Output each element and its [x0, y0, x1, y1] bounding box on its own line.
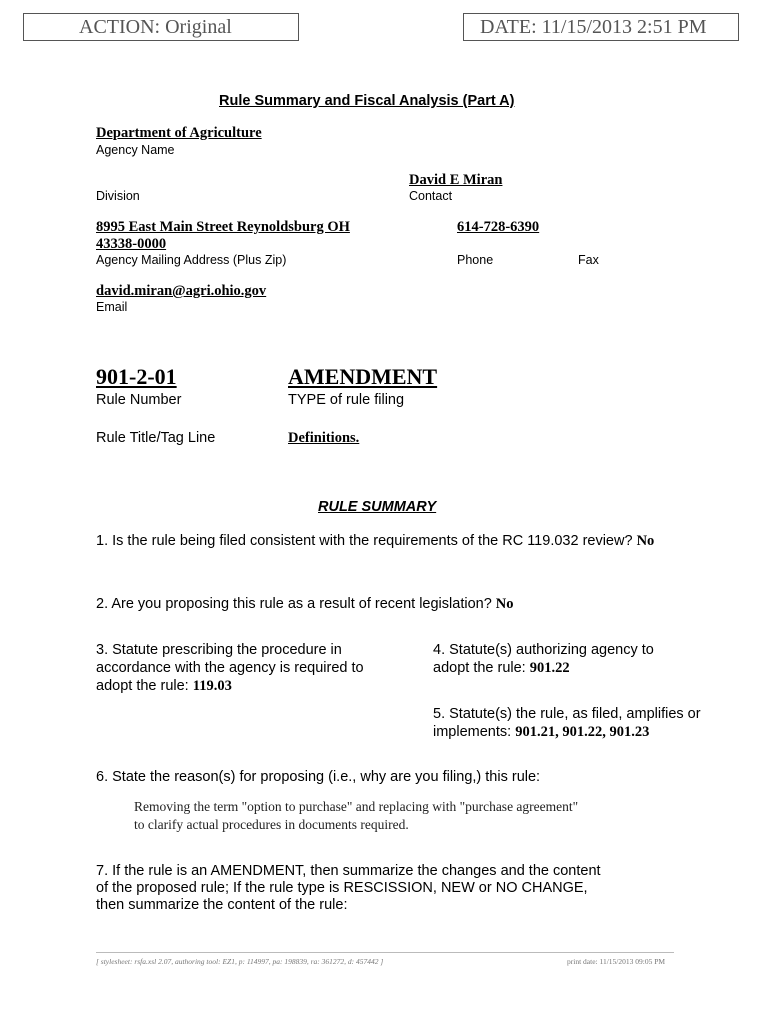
- address-line1: 8995 East Main Street Reynoldsburg OH: [96, 219, 350, 235]
- fax-label: Fax: [578, 253, 599, 267]
- agency-name-label: Agency Name: [96, 143, 175, 157]
- question-2-text: 2. Are you proposing this rule as a result of recent legislation?: [96, 596, 492, 612]
- rule-summary-heading: RULE SUMMARY: [318, 499, 437, 515]
- action-text: ACTION: Original: [79, 16, 232, 38]
- question-7-line3: then summarize the content of the rule:: [96, 897, 348, 913]
- answer-4: 901.22: [529, 660, 570, 676]
- email-label: Email: [96, 300, 128, 314]
- action-box: [23, 13, 299, 41]
- answer-3: 119.03: [192, 678, 232, 694]
- answer-2: No: [495, 596, 514, 612]
- question-7-line1: 7. If the rule is an AMENDMENT, then summarize the changes and the content: [96, 863, 601, 879]
- question-5: [433, 705, 723, 741]
- footer-print-date: print date: 11/15/2013 09:05 PM: [567, 957, 666, 966]
- phone-label: Phone: [457, 253, 494, 267]
- page-title: Rule Summary and Fiscal Analysis (Part A): [219, 93, 515, 109]
- answer-5: 901.21, 901.22, 901.23: [515, 724, 650, 740]
- question-7-line2: of the proposed rule; If the rule type is RESCISSION, NEW or NO CHANGE,: [96, 880, 588, 896]
- question-5-text: 5. Statute(s) the rule, as filed, amplifies or implements:: [433, 706, 701, 740]
- question-2: [96, 595, 696, 613]
- rule-number-label: Rule Number: [96, 392, 182, 408]
- address-label: Agency Mailing Address (Plus Zip): [96, 253, 287, 267]
- rule-type-label: TYPE of rule filing: [288, 392, 405, 408]
- date-box: [463, 13, 739, 41]
- question-1-text: 1. Is the rule being filed consistent with the requirements of the RC 119.032 review?: [96, 533, 633, 549]
- answer-1: No: [636, 533, 655, 549]
- email-address: david.miran@agri.ohio.gov: [96, 283, 267, 299]
- footer-divider: [96, 952, 674, 953]
- date-text: DATE: 11/15/2013 2:51 PM: [480, 16, 707, 38]
- contact-label: Contact: [409, 189, 453, 203]
- question-1: [96, 532, 656, 550]
- answer-6-line1: Removing the term "option to purchase" and replacing with "purchase agreement": [134, 799, 579, 814]
- rule-title: Definitions.: [288, 430, 360, 446]
- address-line2: 43338-0000: [96, 236, 167, 252]
- rule-type: AMENDMENT: [288, 364, 438, 389]
- phone-number: 614-728-6390: [457, 219, 540, 235]
- question-6: 6. State the reason(s) for proposing (i.e., why are you filing,) this rule:: [96, 769, 541, 785]
- rule-title-label: Rule Title/Tag Line: [96, 430, 216, 446]
- division-label: Division: [96, 189, 140, 203]
- question-4-text: 4. Statute(s) authorizing agency to adopt the rule:: [433, 642, 654, 676]
- rule-number: 901-2-01: [96, 364, 177, 389]
- footer-stylesheet-info: [ stylesheet: rsfa.xsl 2.07, authoring tool: EZ1, p: 114997, pa: 198839, ra: 361272, d: 457442 ]: [96, 957, 384, 966]
- question-3-text: 3. Statute prescribing the procedure in accordance with the agency is required to adopt the rule:: [96, 642, 364, 694]
- agency-name: Department of Agriculture: [96, 125, 262, 141]
- answer-6-line2: to clarify actual procedures in documents required.: [134, 817, 409, 832]
- contact-name: David E Miran: [409, 172, 503, 188]
- question-4: [433, 641, 693, 677]
- question-3: [96, 641, 388, 695]
